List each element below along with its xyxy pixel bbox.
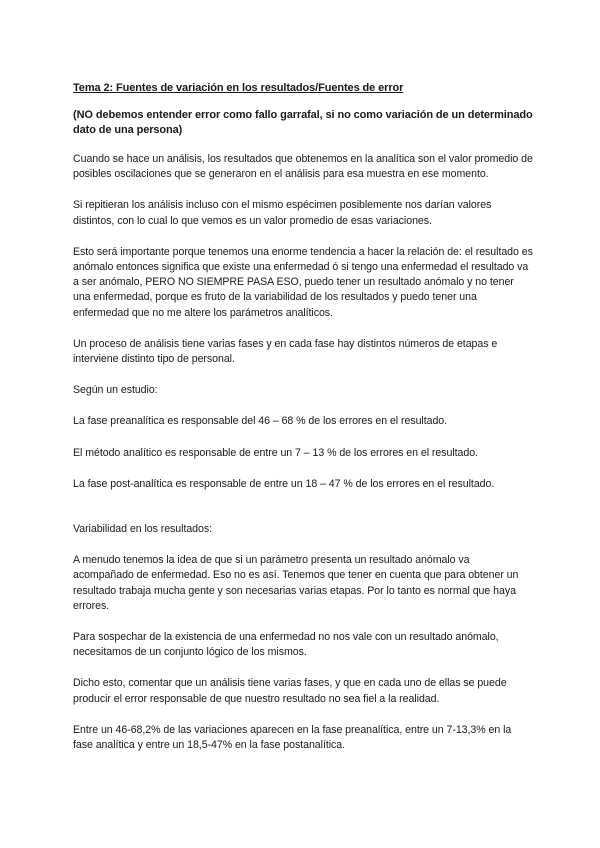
- paragraph-study-intro: Según un estudio:: [73, 384, 158, 397]
- paragraph-analytic-method: El método analítico es responsable de entre un 7 – 13 % de los errores en el resultado.: [73, 446, 478, 459]
- paragraph-intro: Cuando se hace un análisis, los resultados que obtenemos en la analítica son el valor promedio de posibles oscilaciones que se generaron en el análisis para esa muestra en ese momento.: [73, 153, 533, 181]
- paragraph-abnormal-not-disease: A menudo tenemos la idea de que si un parámetro presenta un resultado anómalo va acompañado de enfermedad. Eso no es así. Tenemos que tener en cuenta que para obtener un resultado trabaja mucha gente y son necesarias varias etapas. Por lo tanto es normal que haya errores.: [73, 554, 519, 612]
- section-heading-variability: Variabilidad en los resultados:: [73, 523, 212, 536]
- paragraph-postanalytic-phase: La fase post-analítica es responsable de entre un 18 – 47 % de los errores en el resultado.: [73, 477, 495, 490]
- paragraph-variation-percentages: Entre un 46-68,2% de las variaciones aparecen en la fase preanalítica, entre un 7-13,3% en la fase analítica y entre un 18,5-47% en la fase postanalítica.: [73, 723, 512, 752]
- paragraph-repeat-analysis: Si repitieran los análisis incluso con el mismo espécimen posiblemente nos darían valores distintos, con lo cual lo que vemos es un valor promedio de esas variaciones.: [73, 199, 492, 227]
- paragraph-preanalytic-phase: La fase preanalítica es responsable del 46 – 68 % de los errores en el resultado.: [73, 415, 448, 428]
- page-subtitle: (NO debemos entender error como fallo garrafal, si no como variación de un determinado dato de una persona): [73, 109, 533, 136]
- page-title: Tema 2: Fuentes de variación en los resultados/Fuentes de error: [73, 82, 404, 94]
- paragraph-anomalous-result: Esto será importante porque tenemos una enorme tendencia a hacer la relación de: el resultado es anómalo entonces significa que existe una enfermedad ó si tengo una enfermedad el resultado va a ser anómalo, PERO NO SIEMPRE PASA ESO, puedo tener un resultado anómalo y no tener una enfermedad, porque es fruto de la variabilidad de los resultados y puedo tener una enfermedad que no me altere los parámetros analíticos.: [73, 245, 533, 319]
- paragraph-suspect-disease: Para sospechar de la existencia de una enfermedad no nos vale con un resultado anómalo, necesitamos de un conjunto lógico de los mismos.: [73, 631, 499, 659]
- document-page: [73, 81, 533, 769]
- paragraph-phases-error: Dicho esto, comentar que un análisis tiene varias fases, y que en cada uno de ellas se puede producir el error responsable de que nuestro resultado no sea fiel a la realidad.: [73, 677, 507, 705]
- paragraph-analysis-phases: Un proceso de análisis tiene varias fases y en cada fase hay distintos números de etapas e interviene distinto tipo de personal.: [73, 337, 498, 366]
